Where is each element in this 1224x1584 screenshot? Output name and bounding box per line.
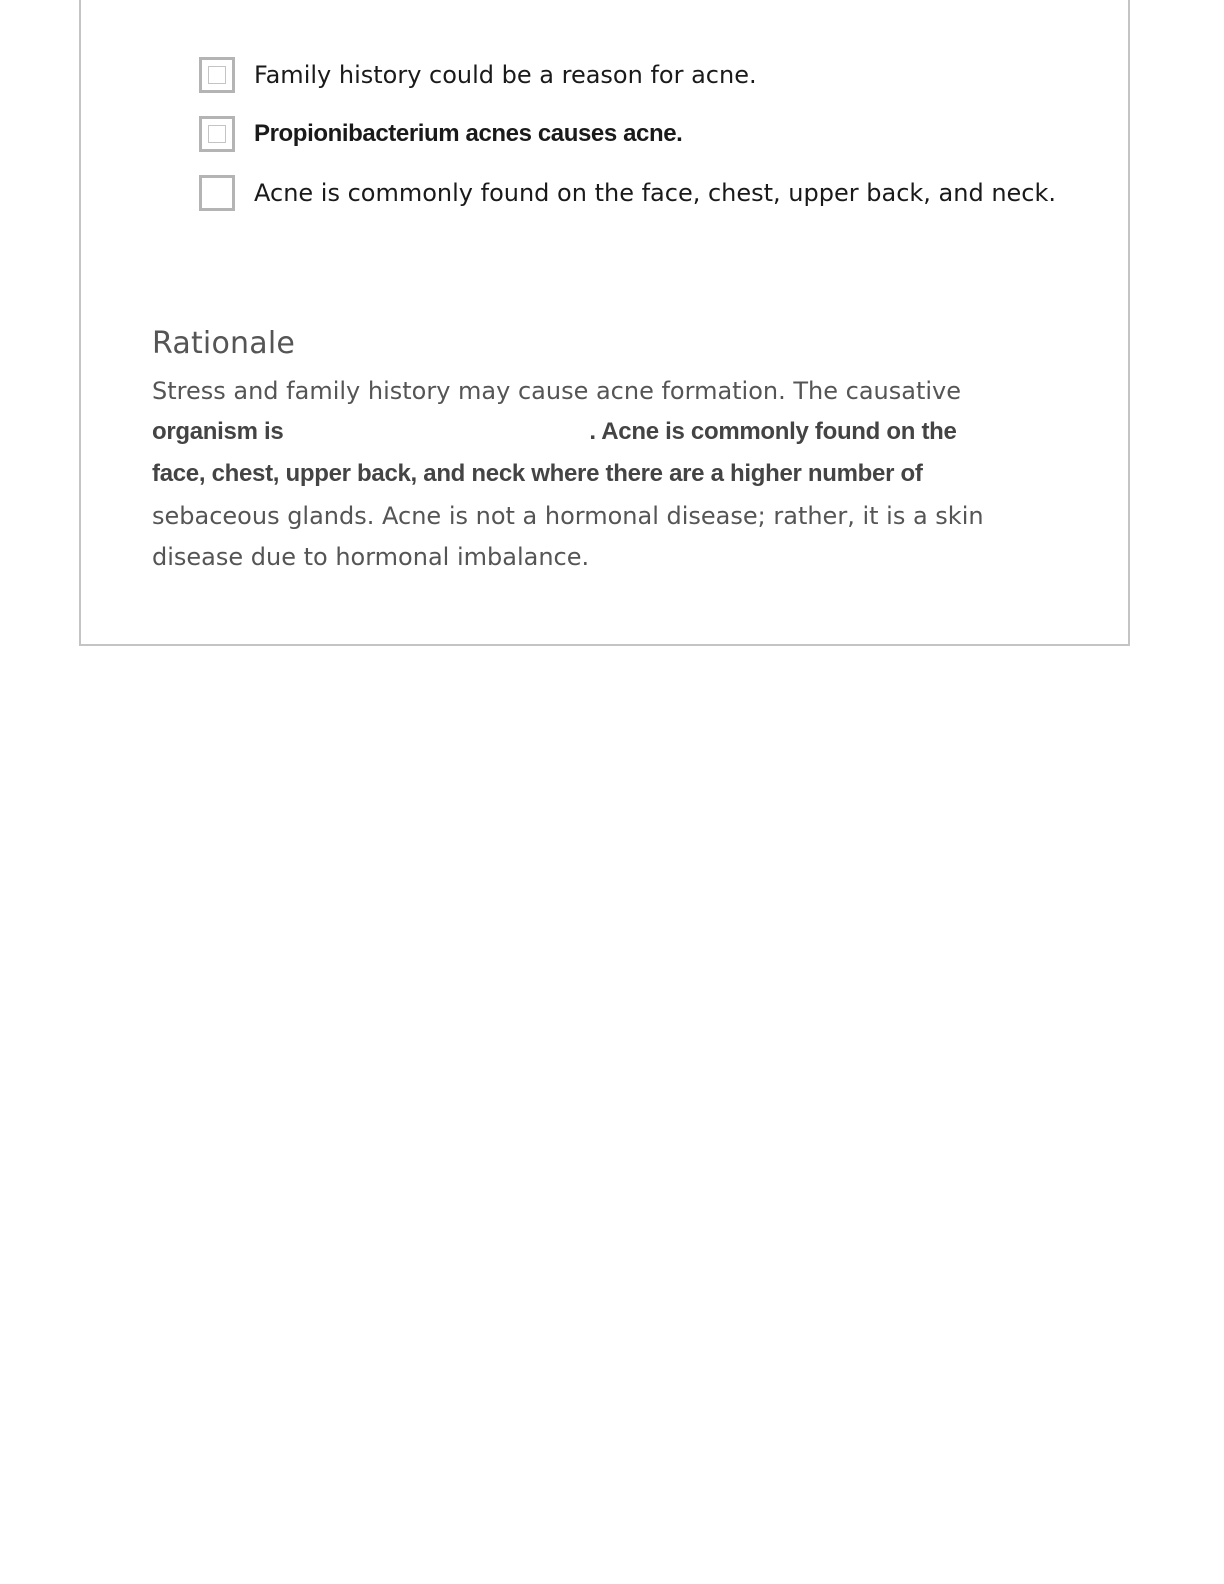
option-body-location[interactable] — [199, 174, 1056, 212]
rationale-line-4: sebaceous glands. Acne is not a hormonal disease; rather, it is a skin — [152, 502, 984, 530]
checkbox-icon[interactable] — [199, 175, 235, 211]
rationale-heading: Rationale — [152, 326, 296, 361]
rationale-line-5: disease due to hormonal imbalance. — [152, 543, 590, 571]
checkbox-icon[interactable] — [199, 57, 235, 93]
option-family-history[interactable] — [199, 56, 757, 94]
option-label: Propionibacterium acnes causes acne. — [254, 120, 683, 147]
option-label: Family history could be a reason for acne. — [254, 61, 757, 89]
rationale-line-2-end: . Acne is commonly found on the — [589, 418, 957, 445]
rationale-line-2 — [152, 418, 957, 446]
rationale-line-3: face, chest, upper back, and neck where there are a higher number of — [152, 460, 923, 487]
option-label: Acne is commonly found on the face, chest, upper back, and neck. — [254, 179, 1057, 207]
rationale-line-1: Stress and family history may cause acne formation. The causative — [152, 377, 962, 405]
rationale-line-2-start: organism is — [152, 418, 284, 445]
checkbox-icon[interactable] — [199, 116, 235, 152]
option-propionibacterium[interactable] — [199, 115, 682, 153]
